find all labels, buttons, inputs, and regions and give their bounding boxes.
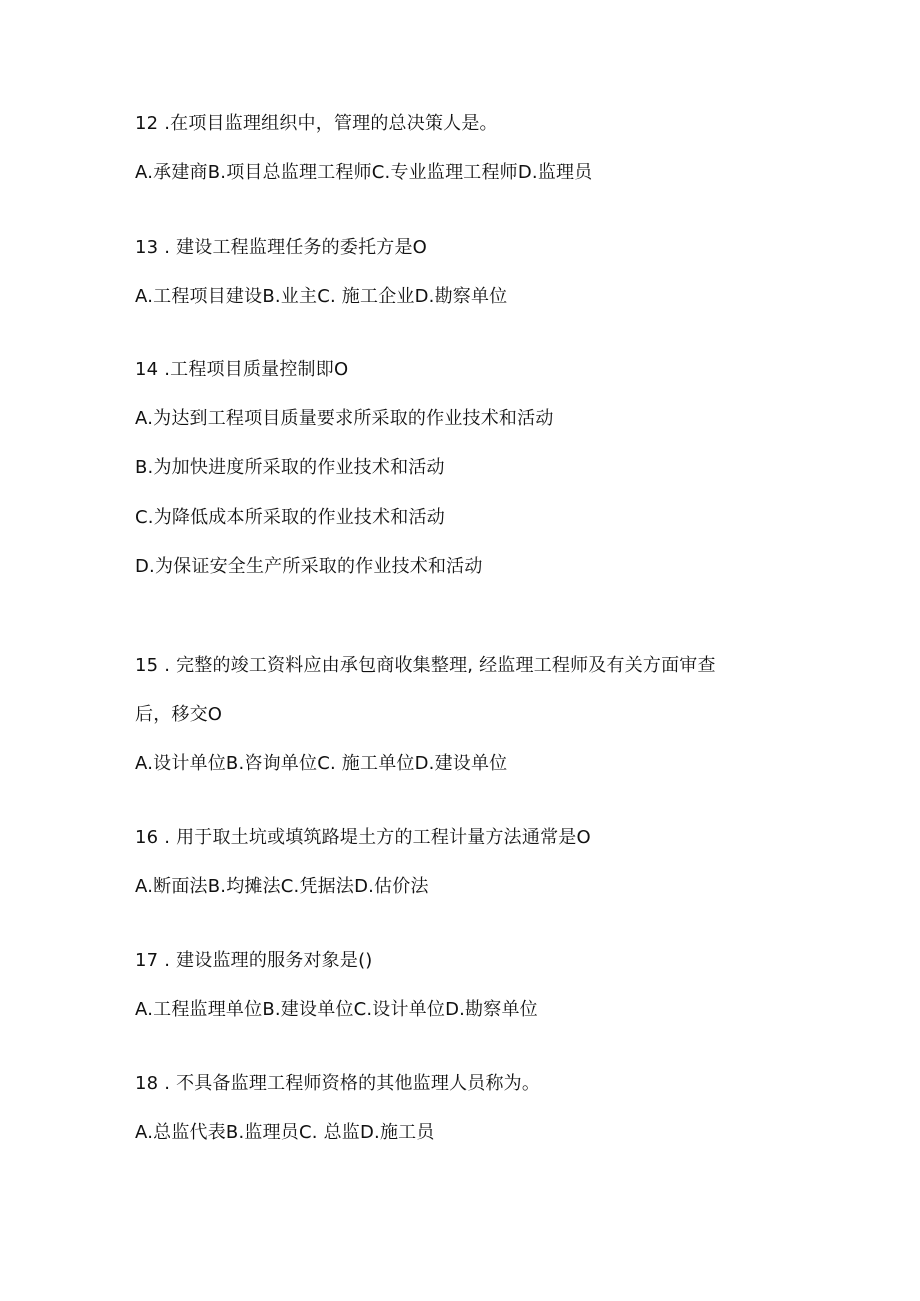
- question-17-options: A.工程监理单位B.建设单位C.设计单位D.勘察单位: [135, 999, 538, 1020]
- question-14-option-c: C.为降低成本所采取的作业技术和活动: [135, 507, 445, 528]
- question-16-stem: 16 . 用于取土坑或填筑路堤土方的工程计量方法通常是O: [135, 827, 591, 848]
- question-12-options: A.承建商B.项目总监理工程师C.专业监理工程师D.监理员: [135, 162, 593, 183]
- question-12-stem: 12 .在项目监理组织中，管理的总决策人是。: [135, 113, 498, 134]
- question-13-options: A.工程项目建设B.业主C. 施工企业D.勘察单位: [135, 286, 508, 307]
- question-15-stem-line-1: 15 . 完整的竣工资料应由承包商收集整理, 经监理工程师及有关方面审查: [135, 655, 716, 676]
- question-14-option-b: B.为加快进度所采取的作业技术和活动: [135, 457, 445, 478]
- question-15-stem-line-2: 后，移交O: [135, 704, 223, 725]
- question-14-option-d: D.为保证安全生产所采取的作业技术和活动: [135, 556, 483, 577]
- question-14-option-a: A.为达到工程项目质量要求所采取的作业技术和活动: [135, 408, 554, 429]
- question-18-stem: 18 . 不具备监理工程师资格的其他监理人员称为。: [135, 1073, 541, 1094]
- question-15-options: A.设计单位B.咨询单位C. 施工单位D.建设单位: [135, 753, 508, 774]
- question-18-options: A.总监代表B.监理员C. 总监D.施工员: [135, 1122, 435, 1143]
- question-16-options: A.断面法B.均摊法C.凭据法D.估价法: [135, 876, 429, 897]
- question-14-stem: 14 .工程项目质量控制即O: [135, 359, 349, 380]
- question-13-stem: 13 . 建设工程监理任务的委托方是O: [135, 237, 428, 258]
- question-17-stem: 17 . 建设监理的服务对象是(): [135, 950, 373, 971]
